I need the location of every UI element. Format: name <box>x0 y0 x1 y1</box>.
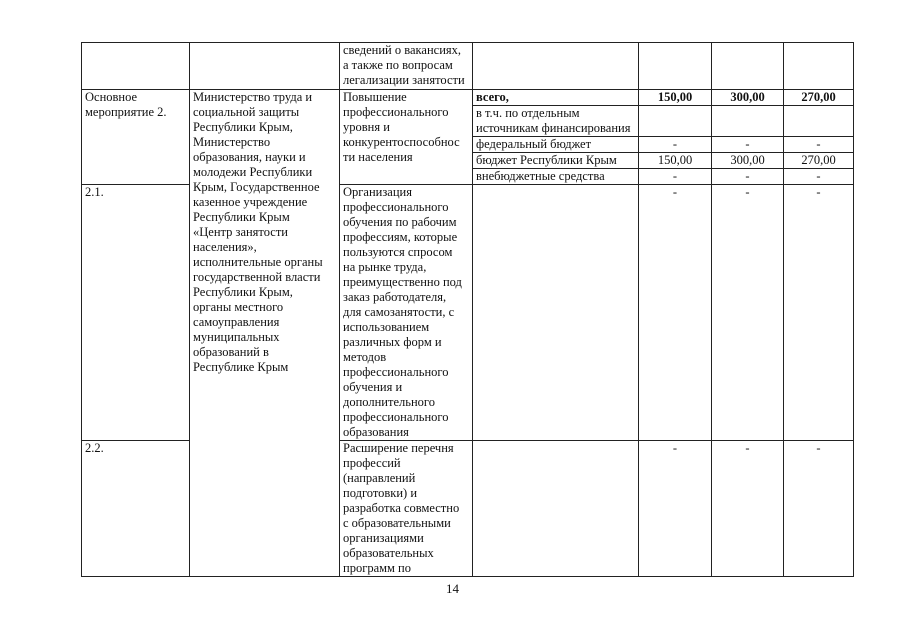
finance-value: 150,00 <box>639 153 712 169</box>
finance-value: 300,00 <box>712 153 784 169</box>
cell-empty <box>639 43 712 90</box>
finance-value: - <box>639 137 712 153</box>
executors-cell: Министерство труда и социальной защиты Республики Крым, Министерство образования, науки и молодежи Республики Крым, Государственное казенное учреждение Республики Крым «Центр занятости населения», исполнительные органы государственной власти Республики Крым, органы местного самоуправления муниципальных образований в Республике Крым <box>190 90 340 577</box>
finance-value: 150,00 <box>639 90 712 106</box>
item-number: 2.2. <box>82 441 190 577</box>
item-description: Организация профессионального обучения по рабочим профессиям, которые пользуются спросом на рынке труда, преимущественно под заказ работодателя, для самозанятости, с использованием различных форм и методов профессионального обучения и дополнительного профессионального образования <box>340 185 473 441</box>
cell-empty <box>473 43 639 90</box>
table-row <box>82 90 854 106</box>
finance-label: в т.ч. по отдельным источникам финансирования <box>473 106 639 137</box>
program-table <box>81 42 854 577</box>
finance-value: 300,00 <box>712 90 784 106</box>
finance-value: - <box>712 441 784 577</box>
finance-value: - <box>784 441 854 577</box>
cell-empty <box>473 185 639 441</box>
measure-description-cell: Повышение профессионального уровня и конкурентоспособнос ти населения <box>340 90 473 185</box>
finance-value: - <box>712 169 784 185</box>
finance-value: - <box>784 137 854 153</box>
finance-label: всего, <box>473 90 639 106</box>
cell-empty <box>190 43 340 90</box>
finance-label: федеральный бюджет <box>473 137 639 153</box>
finance-value: - <box>712 137 784 153</box>
finance-label: бюджет Республики Крым <box>473 153 639 169</box>
finance-value: 270,00 <box>784 153 854 169</box>
finance-value <box>639 106 712 137</box>
cell-empty <box>82 43 190 90</box>
finance-value: - <box>784 169 854 185</box>
item-number: 2.1. <box>82 185 190 441</box>
item-description: Расширение перечня профессий (направлений подготовки) и разработка совместно с образовательными организациями образовательных программ по <box>340 441 473 577</box>
finance-value <box>712 106 784 137</box>
cell-empty <box>784 43 854 90</box>
table-row <box>82 43 854 90</box>
finance-value: - <box>639 169 712 185</box>
finance-value: - <box>784 185 854 441</box>
finance-value: - <box>639 441 712 577</box>
finance-value <box>784 106 854 137</box>
cell-empty <box>473 441 639 577</box>
finance-label: внебюджетные средства <box>473 169 639 185</box>
page-number: 14 <box>446 581 459 596</box>
measure-title-cell: Основное мероприятие 2. <box>82 90 190 185</box>
finance-value: - <box>639 185 712 441</box>
finance-value: - <box>712 185 784 441</box>
cell-activity-text: сведений о вакансиях, а также по вопросам легализации занятости <box>340 43 473 90</box>
finance-value: 270,00 <box>784 90 854 106</box>
cell-empty <box>712 43 784 90</box>
